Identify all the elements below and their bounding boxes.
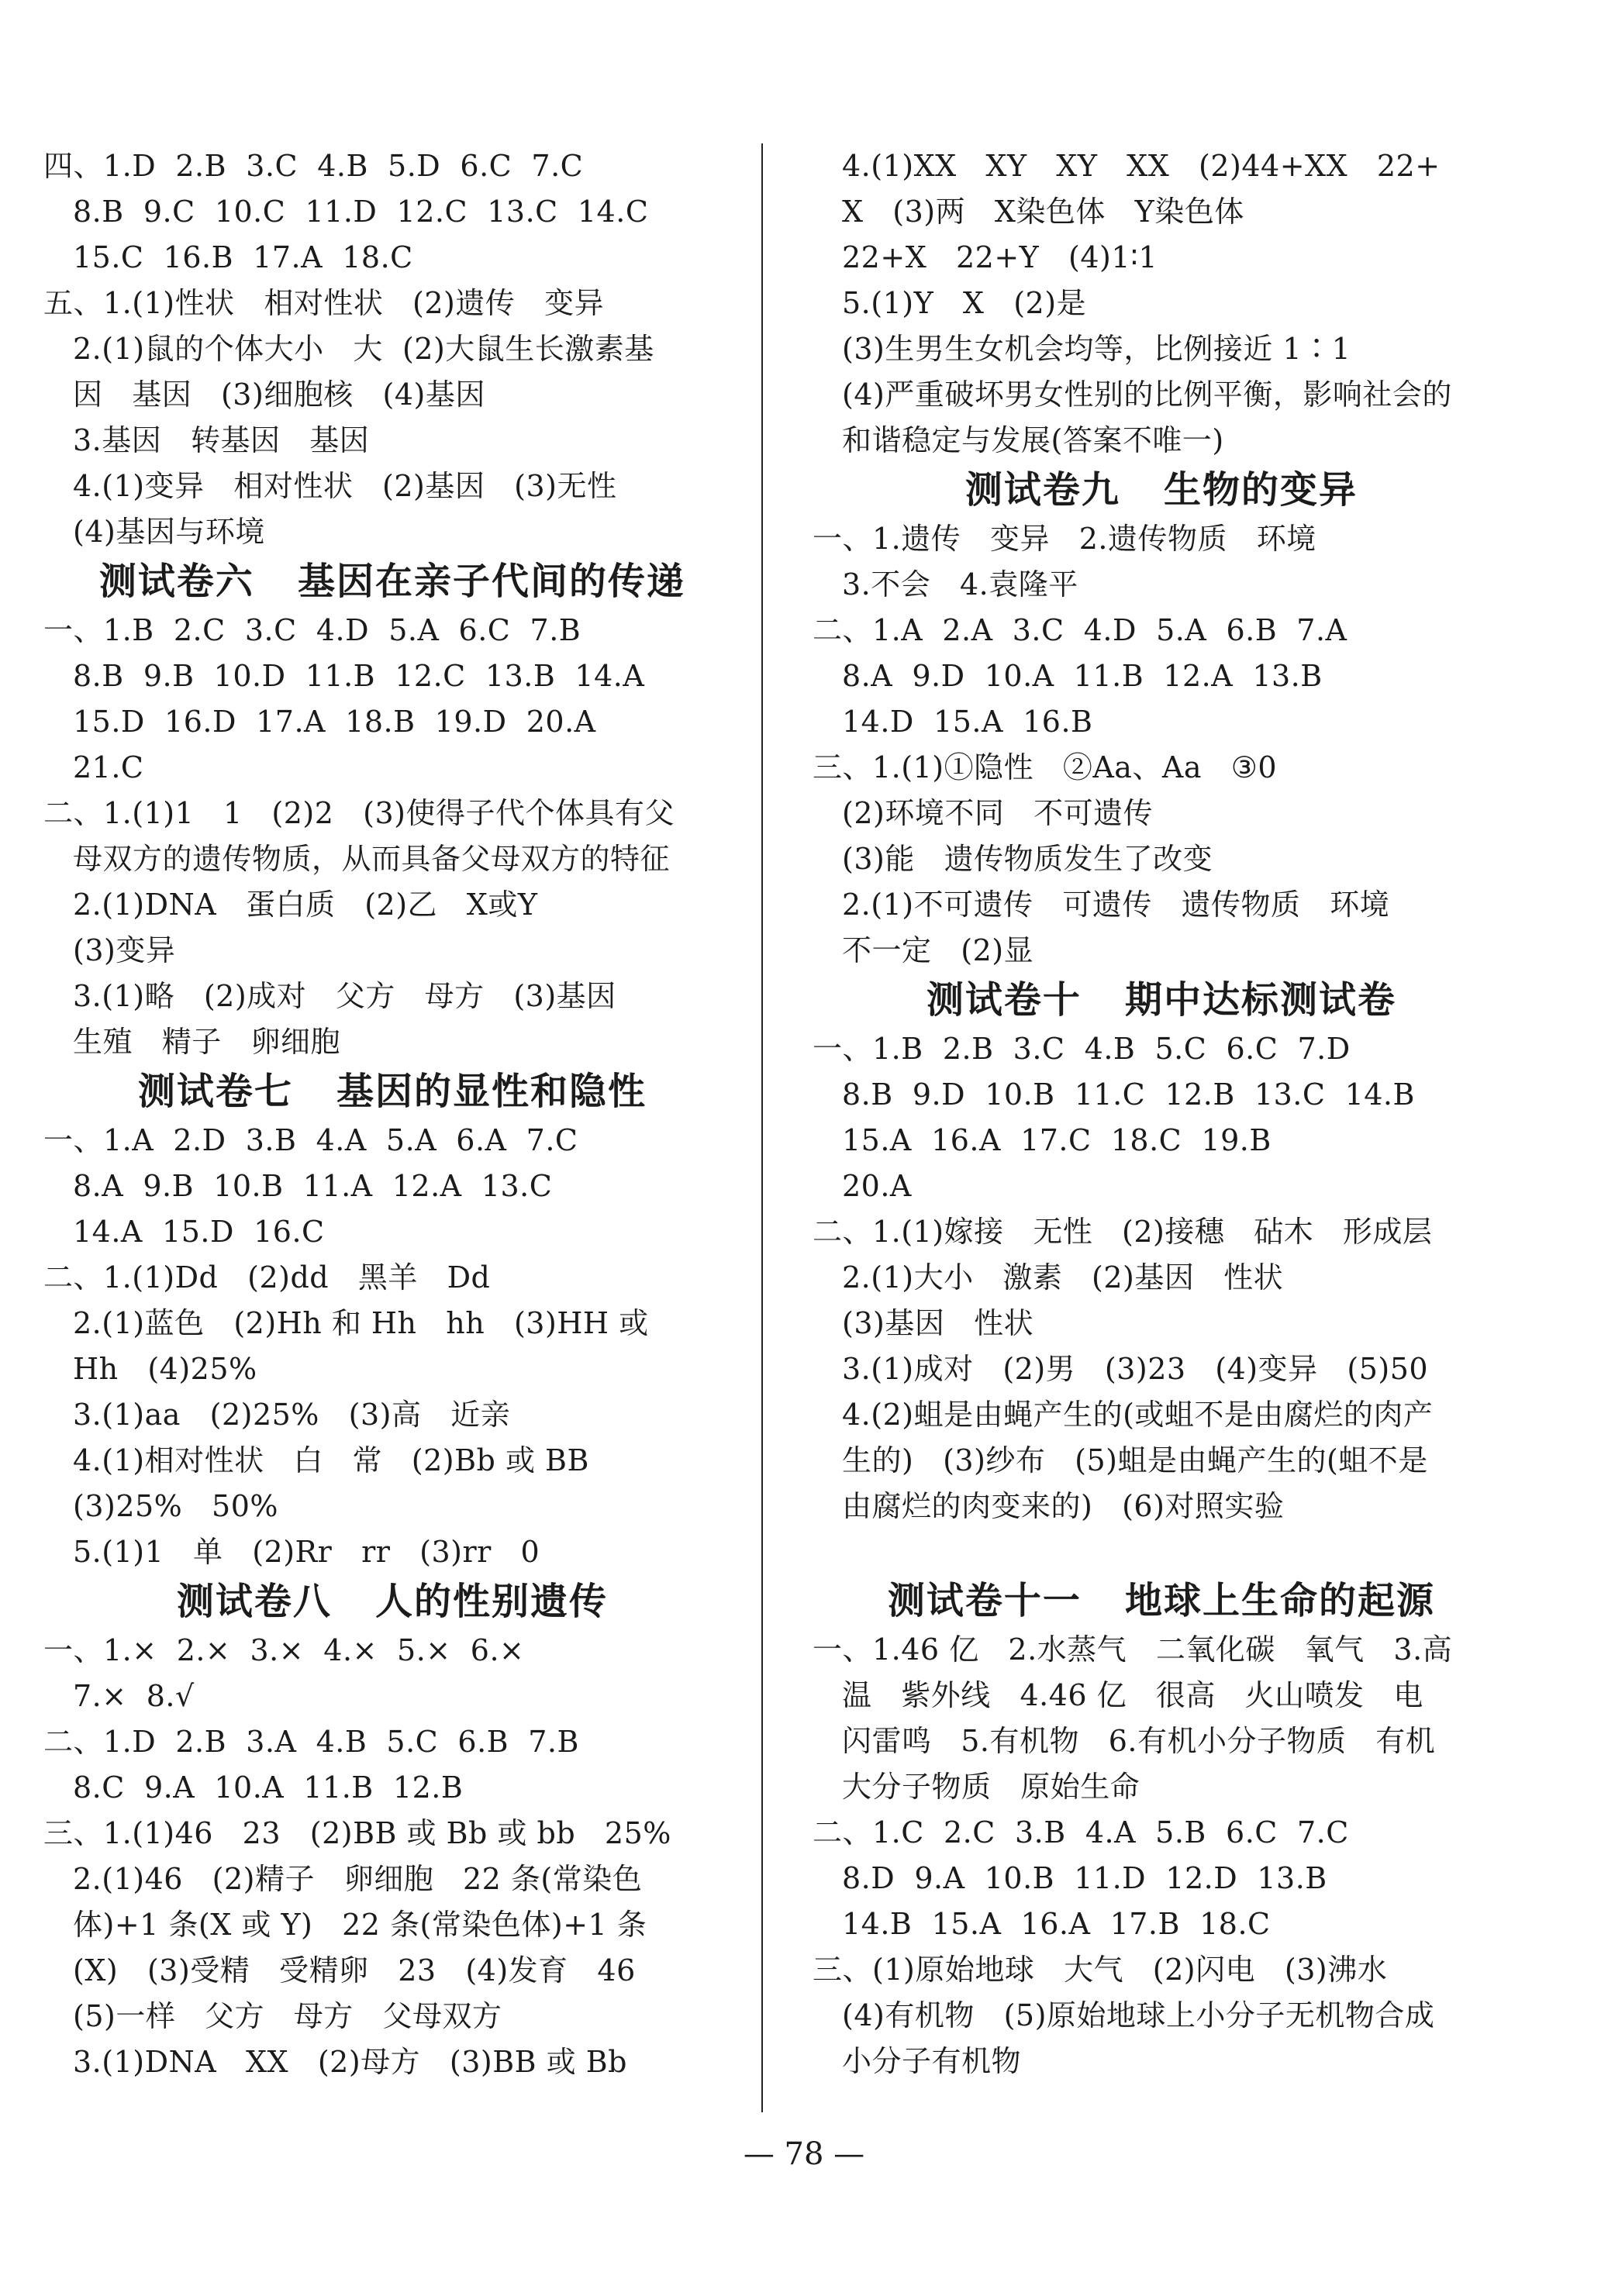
answer-line: 22+X 22+Y (4)1∶1 [842,240,1158,274]
answer-line: 15.A 16.A 17.C 18.C 19.B [842,1123,1272,1157]
answer-line: (3)变异 [73,933,176,967]
answer-line: (5)一样 父方 母方 父母双方 [73,1999,502,2033]
answer-line: X (3)两 X染色体 Y染色体 [842,195,1244,229]
answer-line: 二、1.(1)嫁接 无性 (2)接穗 砧木 形成层 [813,1215,1433,1249]
answer-line: 体)+1 条(X 或 Y) 22 条(常染色体)+1 条 [73,1908,647,1942]
answer-line: 8.A 9.D 10.A 11.B 12.A 13.B [842,659,1323,693]
answer-line: 由腐烂的肉变来的) (6)对照实验 [842,1489,1285,1523]
answer-line: (X) (3)受精 受精卵 23 (4)发育 46 [73,1953,636,1987]
answer-line: (4)严重破坏男女性别的比例平衡，影响社会的 [842,377,1452,412]
answer-line: 二、1.(1)1 1 (2)2 (3)使得子代个体具有父 [43,796,675,830]
answer-line: 生的) (3)纱布 (5)蛆是由蝇产生的(蛆不是 [842,1443,1428,1477]
answer-line: (3)25% 50% [73,1489,278,1523]
answer-line: 21.C [73,750,144,784]
answer-line: 3.(1)aa (2)25% (3)高 近亲 [73,1398,511,1432]
answer-line: 二、1.D 2.B 3.A 4.B 5.C 6.B 7.B [43,1725,579,1759]
answer-line: (3)能 遗传物质发生了改变 [842,842,1213,876]
answer-line: 15.D 16.D 17.A 18.B 19.D 20.A [73,705,596,739]
section-title: 测试卷十 期中达标测试卷 [926,978,1397,1022]
answer-line: 7.× 8.√ [73,1679,195,1713]
spacer [813,1529,1510,1574]
section-title: 测试卷十一 地球上生命的起源 [887,1579,1436,1622]
answer-line: (2)环境不同 不可遗传 [842,796,1154,830]
answer-line: 一、1.遗传 变异 2.遗传物质 环境 [813,522,1316,556]
column-divider [761,143,763,2112]
answer-line: 三、1.(1)①隐性 ②Aa、Aa ③0 [813,750,1277,784]
answer-line: 5.(1)1 单 (2)Rr rr (3)rr 0 [73,1535,540,1569]
answer-line: 4.(1)XX XY XY XX (2)44+XX 22+ [842,149,1441,183]
answer-line: 3.(1)成对 (2)男 (3)23 (4)变异 (5)50 [842,1352,1429,1386]
answer-line: 二、1.C 2.C 3.B 4.A 5.B 6.C 7.C [813,1815,1349,1850]
answer-line: 五、1.(1)性状 相对性状 (2)遗传 变异 [43,286,605,320]
answer-line: 二、1.A 2.A 3.C 4.D 5.A 6.B 7.A [813,613,1347,647]
answer-line: 4.(2)蛆是由蝇产生的(或蛆不是由腐烂的肉产 [842,1398,1434,1432]
answer-line: 温 紫外线 4.46 亿 很高 火山喷发 电 [842,1678,1423,1712]
left-column [43,143,741,2085]
answer-line: 2.(1)DNA 蛋白质 (2)乙 X或Y [73,888,538,922]
answer-line: 8.C 9.A 10.A 11.B 12.B [73,1770,464,1805]
section-title: 测试卷六 基因在亲子代间的传递 [98,560,686,603]
answer-line: 2.(1)蓝色 (2)Hh 和 Hh hh (3)HH 或 [73,1306,649,1340]
answer-line: 14.B 15.A 16.A 17.B 18.C [842,1907,1271,1941]
right-column [813,143,1510,2084]
answer-line: 母双方的遗传物质，从而具备父母双方的特征 [73,842,671,876]
answer-line: 大分子物质 原始生命 [842,1770,1140,1804]
answer-line: 生殖 精子 卵细胞 [73,1025,340,1059]
section-title: 测试卷八 人的性别遗传 [176,1580,609,1623]
answer-line: 3.基因 转基因 基因 [73,423,370,457]
answer-line: (3)基因 性状 [842,1306,1034,1340]
answer-line: 二、1.(1)Dd (2)dd 黑羊 Dd [43,1260,491,1295]
answer-line: 小分子有机物 [842,2044,1022,2078]
answer-line: 不一定 (2)显 [842,933,1034,967]
answer-line: 3.(1)略 (2)成对 父方 母方 (3)基因 [73,979,616,1013]
answer-line: 4.(1)相对性状 白 常 (2)Bb 或 BB [73,1443,589,1477]
answer-line: 2.(1)大小 激素 (2)基因 性状 [842,1260,1284,1295]
section-title: 测试卷九 生物的变异 [964,468,1358,512]
answer-line: 8.B 9.C 10.C 11.D 12.C 13.C 14.C [73,195,649,229]
answer-line: (4)基因与环境 [73,515,265,549]
answer-line: 2.(1)不可遗传 可遗传 遗传物质 环境 [842,888,1390,922]
answer-line: 一、1.B 2.B 3.C 4.B 5.C 6.C 7.D [813,1032,1351,1066]
answer-line: 20.A [842,1169,912,1203]
answer-line: 一、1.B 2.C 3.C 4.D 5.A 6.C 7.B [43,613,581,647]
answer-line: 14.A 15.D 16.C [73,1215,325,1249]
answer-line: 因 基因 (3)细胞核 (4)基因 [73,377,485,412]
answer-line: 3.不会 4.袁隆平 [842,567,1078,602]
answer-line: 2.(1)鼠的个体大小 大 (2)大鼠生长激素基 [73,332,654,366]
answer-line: (4)有机物 (5)原始地球上小分子无机物合成 [842,1998,1435,2032]
answer-line: 8.B 9.B 10.D 11.B 12.C 13.B 14.A [73,659,645,693]
answer-line: 2.(1)46 (2)精子 卵细胞 22 条(常染色 [73,1862,643,1896]
answer-line: 一、1.× 2.× 3.× 4.× 5.× 6.× [43,1633,525,1667]
answer-line: 3.(1)DNA XX (2)母方 (3)BB 或 Bb [73,2045,627,2079]
answer-line: 4.(1)变异 相对性状 (2)基因 (3)无性 [73,469,617,503]
answer-line: 三、1.(1)46 23 (2)BB 或 Bb 或 bb 25% [43,1816,671,1850]
answer-line: 5.(1)Y X (2)是 [842,286,1087,320]
answer-line: 三、(1)原始地球 大气 (2)闪电 (3)沸水 [813,1953,1388,1987]
answer-line: Hh (4)25% [73,1352,257,1386]
answer-line: 和谐稳定与发展(答案不唯一) [842,423,1224,457]
answer-line: 8.A 9.B 10.B 11.A 12.A 13.C [73,1169,553,1203]
page-number: — 78 — [743,2136,865,2172]
answer-line: 一、1.A 2.D 3.B 4.A 5.A 6.A 7.C [43,1123,578,1157]
answer-line: 四、1.D 2.B 3.C 4.B 5.D 6.C 7.C [43,149,584,183]
answer-line: 一、1.46 亿 2.水蒸气 二氧化碳 氧气 3.高 [813,1632,1453,1667]
answer-line: 15.C 16.B 17.A 18.C [73,240,413,274]
section-title: 测试卷七 基因的显性和隐性 [137,1070,647,1113]
answer-line: (3)生男生女机会均等，比例接近 1∶1 [842,332,1351,366]
answer-line: 闪雷鸣 5.有机物 6.有机小分子物质 有机 [842,1724,1436,1758]
answer-line: 8.B 9.D 10.B 11.C 12.B 13.C 14.B [842,1077,1415,1112]
answer-line: 14.D 15.A 16.B [842,705,1093,739]
answer-line: 8.D 9.A 10.B 11.D 12.D 13.B [842,1861,1327,1895]
